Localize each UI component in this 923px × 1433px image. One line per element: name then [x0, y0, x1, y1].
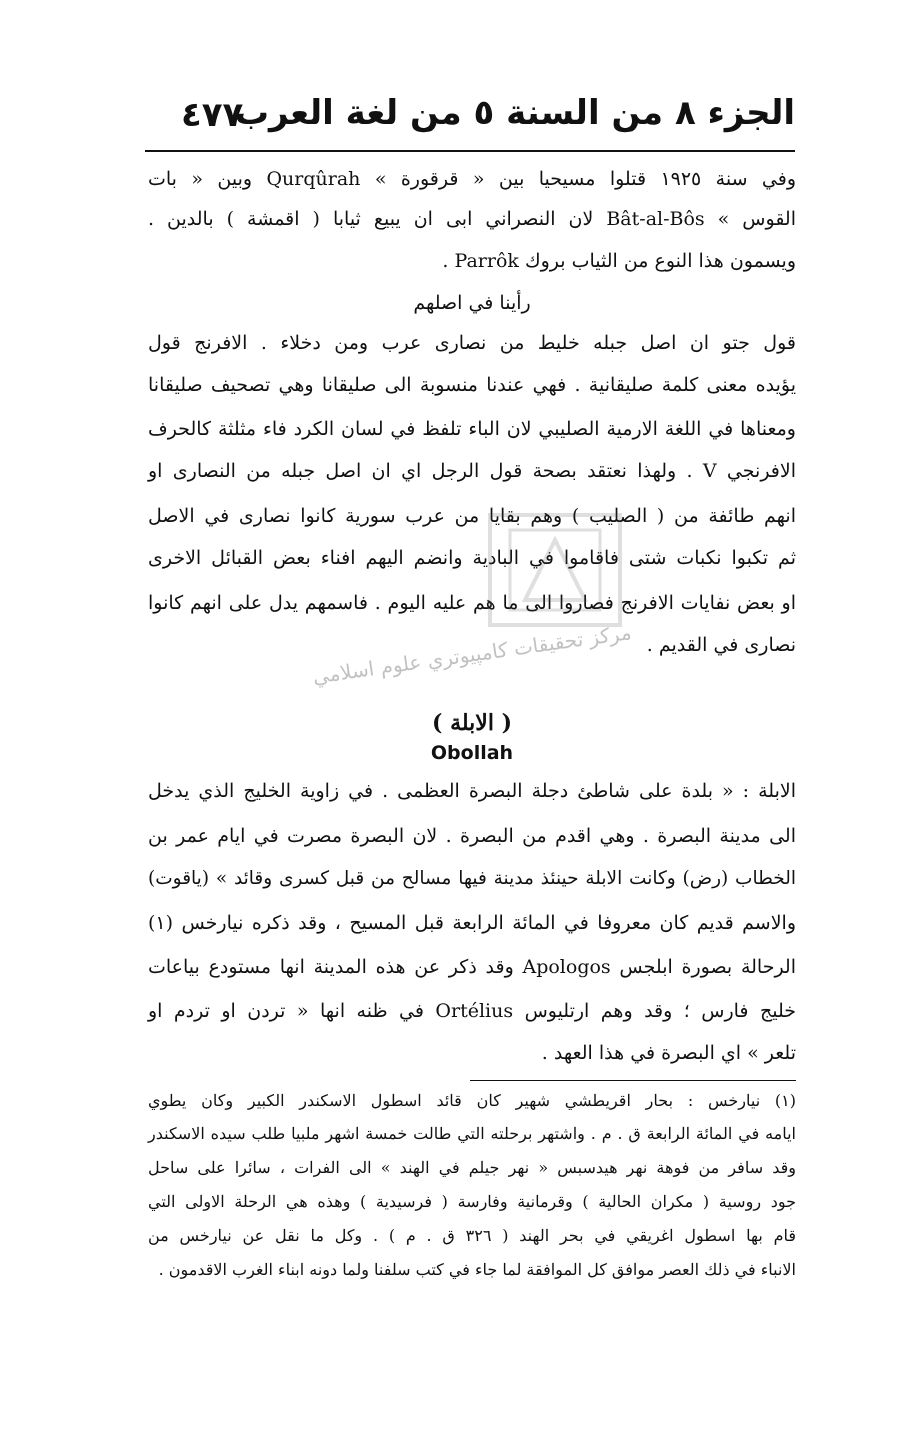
text-line: والاسم قديم كان معروفا في المائة الرابعة قبل المسيح ، وقد ذكره نيارخس (١)	[148, 912, 796, 934]
text-line: قول جتو ان اصل جبله خليط من نصارى عرب ومن دخلاء . الافرنج قول	[148, 332, 796, 354]
text-line: الابلة : « بلدة على شاطئ دجلة البصرة العظمى . في زاوية الخليج الذي يدخل	[148, 780, 796, 802]
text-line: الخطاب (رض) وكانت الابلة حينئذ مدينة فيها مسالح من قبل كسرى وقائد » (ياقوت)	[148, 868, 796, 889]
header-rule	[145, 150, 795, 152]
text-line: او بعض نفايات الافرنج فصاروا الى ما هم عليه اليوم . فاسمهم يدل على انهم كانوا	[148, 592, 796, 614]
text-line: الرحالة بصورة ابلجس Apologos وقد ذكر عن هذه المدينة انها مستودع بياعات	[148, 956, 797, 978]
library-stamp-icon	[480, 505, 630, 635]
text-line: انهم طائفة من ( الصليب ) وهم بقايا من عرب سورية كانوا نصارى في الاصل	[148, 505, 796, 527]
footnote-line: ايامه في المائة الرابعة ق . م . واشتهر برحلته التي طالت خمسة اشهر ملبيا طلب سيده الاسكندر	[148, 1124, 796, 1143]
section-latin-title: Obollah	[430, 742, 514, 764]
text-line: ثم تكبوا نكبات شتى فاقاموا في البادية وانضم اليهم افناء بعض القبائل الاخرى	[148, 547, 796, 569]
opinion-heading: رأينا في اصلهم	[413, 292, 531, 314]
text-line: ويسمون هذا النوع من الثياب بروك Parrôk .	[442, 250, 796, 272]
text-line: خليج فارس ؛ وقد وهم ارتليوس Ortélius في ظنه انها « تردن او تردم او	[148, 1000, 796, 1022]
footnote-line: جود روسية ( مكران الحالية ) وقرمانية وفارسة ( فرسيدية ) وهذه هي الرحلة الاولى التي	[148, 1192, 796, 1211]
footnote-line: قام بها اسطول اغريقي في بحر الهند ( ٣٢٦ ق . م ) . وكل ما نقل عن نيارخس من	[148, 1226, 796, 1245]
watermark-text: مركز تحقيقات كامپيوتري علوم اسلامي	[311, 620, 633, 689]
text-line: القوس » Bât-al-Bôs لان النصراني ابى ان يبيع ثيابا ( اقمشة ) بالدين .	[148, 208, 796, 230]
page-header	[145, 85, 795, 145]
text-line: الى مدينة البصرة . وهي اقدم من البصرة . لان البصرة مصرت في ايام عمر بن	[148, 825, 796, 847]
text-line: وفي سنة ١٩٢٥ قتلوا مسيحيا بين « قرقورة » Qurqûrah وبين « بات	[148, 168, 797, 190]
text-line: الافرنجي V . ولهذا نعتقد بصحة قول الرجل اي ان اصل جبله من النصارى او	[148, 460, 796, 482]
text-line: نصارى في القديم .	[646, 634, 796, 656]
footnote-line: (١) نيارخس : بحار اقريطشي شهير كان قائد اسطول الاسكندر الكبير وكان يطوي	[148, 1091, 796, 1110]
footnote-line: وقد سافر من فوهة نهر هيدسبس « نهر جيلم في الهند » الى الفرات ، سائرا على ساحل	[148, 1158, 796, 1177]
running-title: الجزء ٨ من السنة ٥ من لغة العرب	[234, 93, 795, 133]
section-title: ( الابلة )	[432, 710, 512, 736]
text-line: تلعر » اي البصرة في هذا العهد .	[541, 1042, 796, 1064]
page-number: ٤٧٧	[181, 95, 244, 135]
text-line: ومعناها في اللغة الارمية الصليبي لان الباء تلفظ في لسان الكرد فاء مثلثة كالحرف	[148, 418, 796, 440]
footnote-line: الانباء في ذلك العصر موافق كل الموافقة لما جاء في كتب سلفنا ولما دونه ابناء الغرب الاقدمون .	[158, 1260, 796, 1279]
text-line: يؤيده معنى كلمة صليقانية . فهي عندنا منسوبة الى صليقانا وهي تصحيف صليقانا	[148, 374, 796, 396]
footnote-rule	[470, 1080, 796, 1081]
